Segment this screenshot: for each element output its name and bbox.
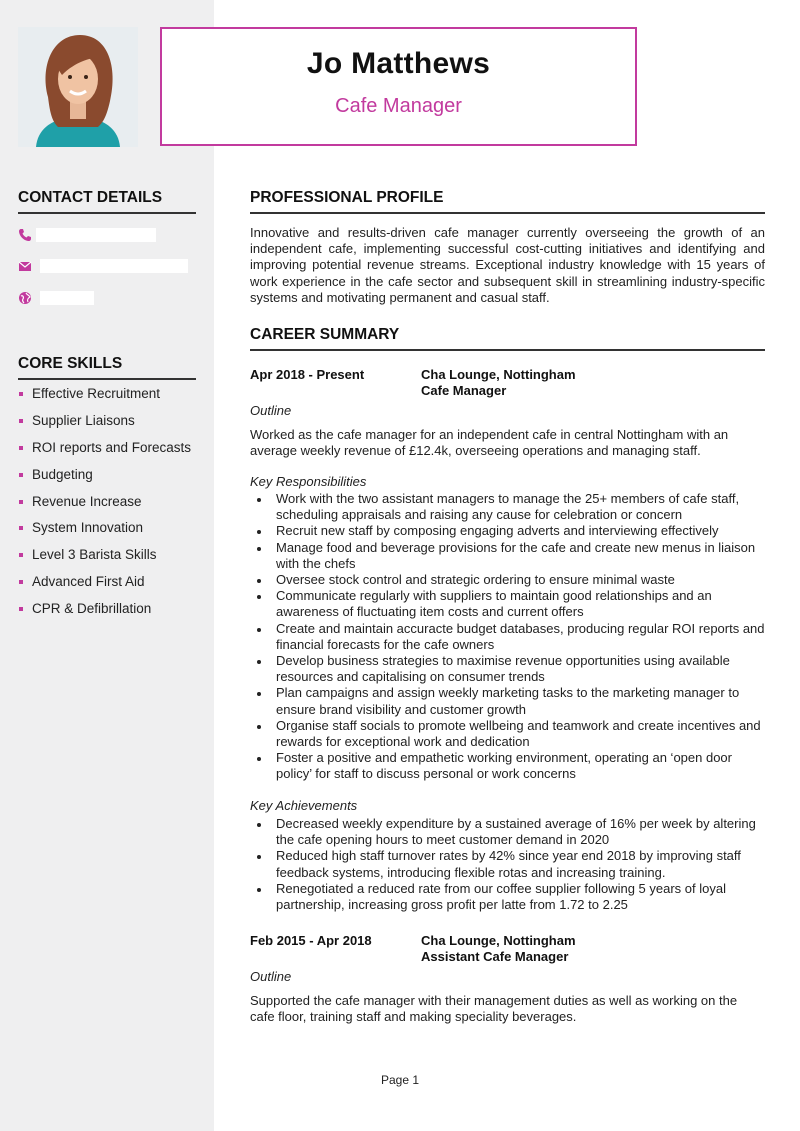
- bullet-square-icon: [19, 473, 23, 477]
- job-dates: Feb 2015 - Apr 2018: [250, 933, 372, 948]
- bullet-square-icon: [19, 392, 23, 396]
- skill-item: Advanced First Aid: [18, 574, 191, 601]
- profile-photo: [18, 27, 138, 147]
- bullet-square-icon: [19, 446, 23, 450]
- list-item: Create and maintain accuracte budget databases, producing regular ROI reports and financial forecasts for the cafe owners: [250, 621, 765, 653]
- list-item: Reduced high staff turnover rates by 42% since year end 2018 by improving staff feedback systems, introducing flexible rotas and increasing training.: [250, 848, 765, 880]
- email-icon: [18, 259, 32, 273]
- skill-item: Level 3 Barista Skills: [18, 547, 191, 574]
- list-item: Develop business strategies to maximise revenue opportunities using available resources and capitalising on consumer trends: [250, 653, 765, 685]
- skill-item: Supplier Liaisons: [18, 413, 191, 440]
- list-item: Manage food and beverage provisions for the cafe and create new menus in liaison with the chefs: [250, 540, 765, 572]
- contact-phone-row: [18, 228, 198, 244]
- contact-email-row: [18, 259, 198, 275]
- core-skills-heading: CORE SKILLS: [18, 355, 196, 380]
- skill-item: System Innovation: [18, 520, 191, 547]
- skill-item: Revenue Increase: [18, 494, 191, 521]
- list-item: Oversee stock control and strategic ordering to ensure minimal waste: [250, 572, 765, 588]
- contact-details-heading: CONTACT DETAILS: [18, 189, 196, 214]
- list-item: Communicate regularly with suppliers to maintain good relationships and an awareness of fluctuating item costs and current offers: [250, 588, 765, 620]
- bullet-square-icon: [19, 500, 23, 504]
- job-outline: Worked as the cafe manager for an independent cafe in central Nottingham with an average weekly revenue of £12.4k, overseeing operations and managing staff.: [250, 427, 729, 459]
- skill-item: Budgeting: [18, 467, 191, 494]
- job-header: [250, 367, 765, 399]
- bullet-square-icon: [19, 607, 23, 611]
- job-role: Cafe Manager: [421, 383, 507, 398]
- email-value-redacted: [40, 259, 188, 273]
- responsibilities-list: [250, 491, 765, 783]
- job-employer: Cha Lounge, Nottingham: [421, 367, 576, 382]
- list-item: Work with the two assistant managers to manage the 25+ members of cafe staff, scheduling appraisals and raising any cause for celebration or concern: [250, 491, 765, 523]
- skill-item: Effective Recruitment: [18, 386, 191, 413]
- bullet-square-icon: [19, 419, 23, 423]
- job-employer-role: [421, 933, 576, 965]
- contact-web-row: [18, 291, 198, 307]
- website-value-redacted: [40, 291, 94, 305]
- list-item: Foster a positive and empathetic working environment, operating an ‘open door policy’ for staff to discuss personal or work concerns: [250, 750, 765, 782]
- outline-label: Outline: [250, 969, 292, 984]
- job-outline: Supported the cafe manager with their management duties as well as working on the cafe floor, training staff and making speciality beverages.: [250, 993, 738, 1025]
- bullet-square-icon: [19, 580, 23, 584]
- candidate-job-title: Cafe Manager: [335, 95, 462, 117]
- bullet-square-icon: [19, 553, 23, 557]
- key-achievements-label: Key Achievements: [250, 798, 358, 813]
- skill-item: ROI reports and Forecasts: [18, 440, 191, 467]
- outline-label: Outline: [250, 403, 292, 418]
- name-box: [160, 27, 637, 146]
- job-employer: Cha Lounge, Nottingham: [421, 933, 576, 948]
- phone-icon: [18, 228, 32, 242]
- list-item: Plan campaigns and assign weekly marketing tasks to the marketing manager to ensure brand visibility and customer growth: [250, 685, 765, 717]
- skill-item: CPR & Defibrillation: [18, 601, 191, 628]
- candidate-name: Jo Matthews: [306, 47, 491, 80]
- achievements-list: [250, 816, 765, 913]
- professional-profile-heading: PROFESSIONAL PROFILE: [250, 189, 765, 214]
- list-item: Decreased weekly expenditure by a sustained average of 16% per week by altering the cafe opening hours to meet customer demand in 2020: [250, 816, 765, 848]
- page-number: Page 1: [380, 1073, 420, 1087]
- phone-value-redacted: [36, 228, 156, 242]
- core-skills-list: [18, 386, 191, 628]
- key-responsibilities-label: Key Responsibilities: [250, 474, 367, 489]
- profile-text: Innovative and results-driven cafe manager currently overseeing the growth of an independent cafe, implementing successful cost-cutting initiatives and identifying and improving potential revenue streams. Exceptional industry knowledge with 15 years of work experience in the cafe sector and subsequent skill in streamlining industry-specific systems and motivating permanent and casual staff.: [250, 225, 765, 305]
- list-item: Organise staff socials to promote wellbeing and teamwork and create incentives and rewards for exceptional work and dedication: [250, 718, 765, 750]
- bullet-square-icon: [19, 526, 23, 530]
- list-item: Recruit new staff by composing engaging adverts and interviewing effectively: [250, 523, 765, 539]
- globe-icon: [18, 291, 32, 305]
- career-summary-heading: CAREER SUMMARY: [250, 326, 765, 351]
- job-role: Assistant Cafe Manager: [421, 949, 569, 964]
- list-item: Renegotiated a reduced rate from our coffee supplier following 5 years of loyal partnership, increasing gross profit per latte from 1.72 to 2.25: [250, 881, 765, 913]
- job-header: [250, 933, 765, 965]
- job-employer-role: [421, 367, 576, 399]
- job-dates: Apr 2018 - Present: [250, 367, 365, 382]
